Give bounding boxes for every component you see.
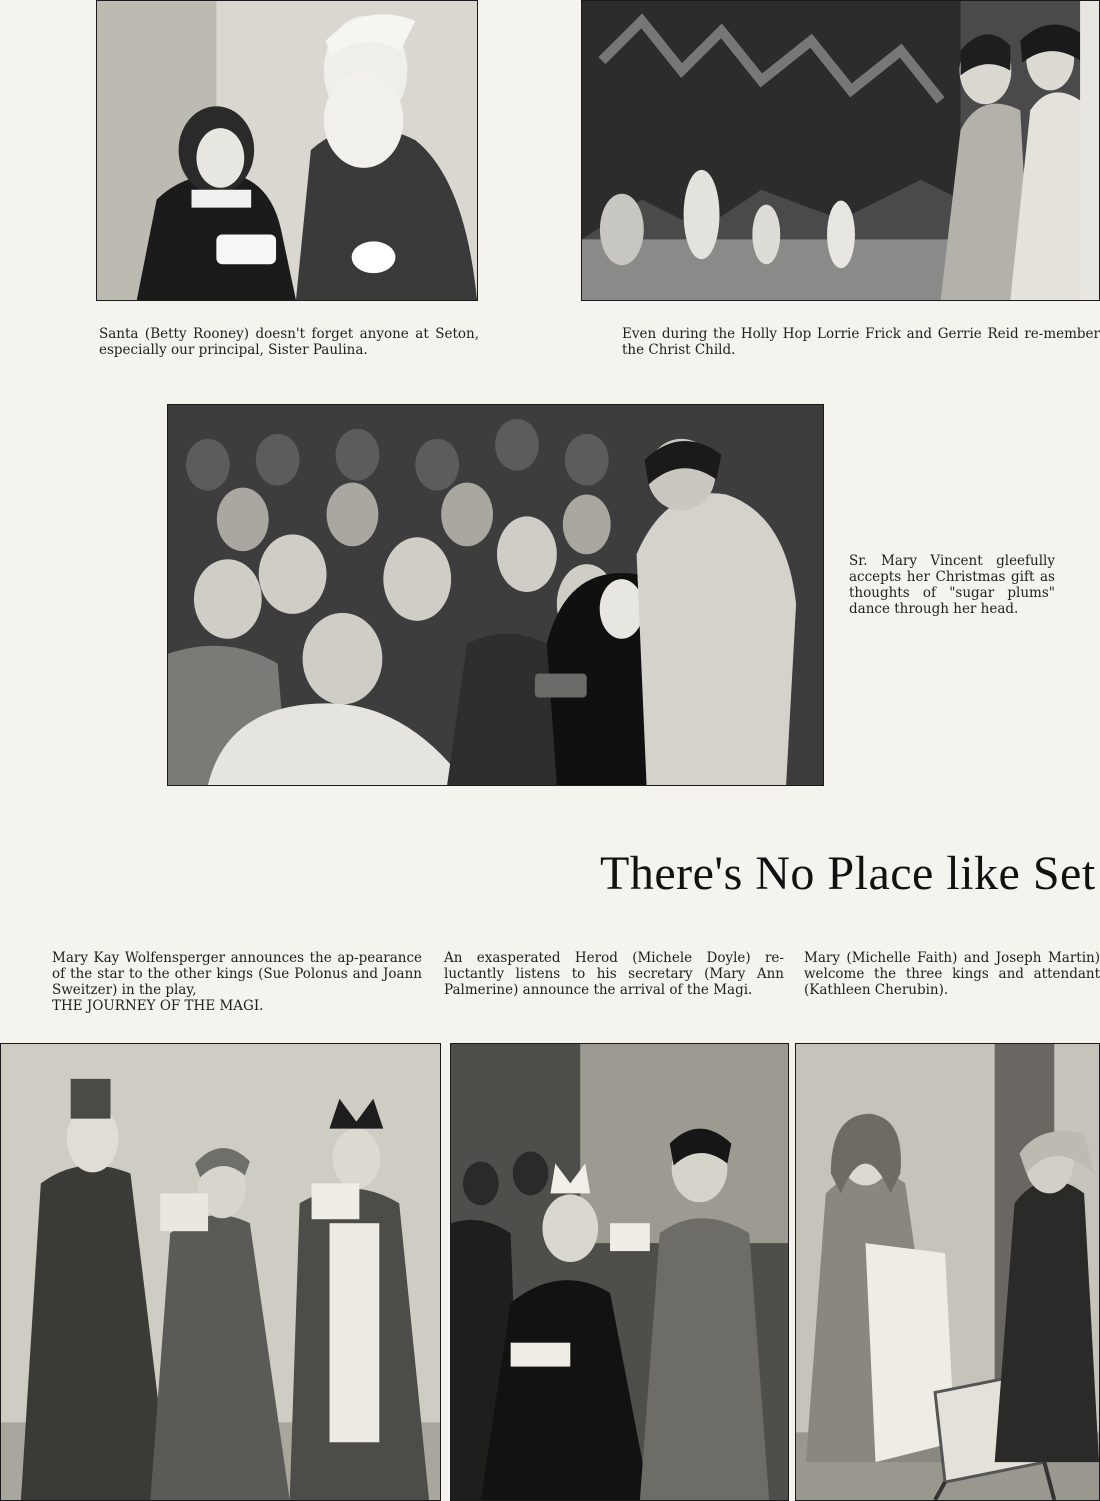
nativity-photo (581, 0, 1100, 301)
gift-photo (167, 404, 824, 786)
santa-caption: Santa (Betty Rooney) doesn't forget anyone at Seton, especially our principal, Sister Paulina. (99, 326, 479, 358)
herod-caption: An exasperated Herod (Michele Doyle) re-luctantly listens to his secretary (Mary Ann Palmerine) announce the arrival of the Magi. (444, 950, 784, 998)
gift-photo-icon (168, 405, 823, 785)
mary-joseph-caption: Mary (Michelle Faith) and Joseph Martin) welcome the three kings and attendant (Kathleen Cherubin). (804, 950, 1100, 998)
kings-caption (52, 950, 422, 1014)
holly-hop-caption: Even during the Holly Hop Lorrie Frick and Gerrie Reid re-member the Christ Child. (622, 326, 1100, 358)
kings-photo (0, 1043, 441, 1501)
nativity-photo-icon (582, 1, 1099, 300)
kings-photo-icon (1, 1044, 440, 1500)
play-title: THE JOURNEY OF THE MAGI. (52, 998, 264, 1014)
santa-photo (96, 0, 478, 301)
mary-joseph-photo (795, 1043, 1100, 1501)
page-headline: There's No Place like Set (600, 847, 1096, 900)
santa-photo-icon (97, 1, 477, 300)
kings-caption-text: Mary Kay Wolfensperger announces the ap-pearance of the star to the other kings (Sue Polonus and Joann Sweitzer) in the play, (52, 950, 422, 998)
herod-photo-icon (451, 1044, 788, 1500)
mary-joseph-photo-icon (796, 1044, 1099, 1500)
vincent-caption: Sr. Mary Vincent gleefully accepts her Christmas gift as thoughts of "sugar plums" dance through her head. (849, 553, 1055, 617)
herod-photo (450, 1043, 789, 1501)
